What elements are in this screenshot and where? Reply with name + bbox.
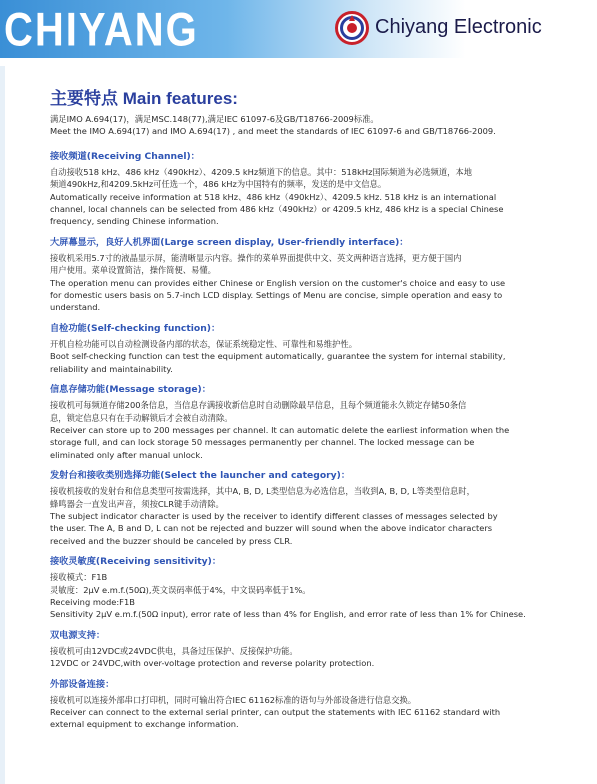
section-line: frequency, sending Chinese information. <box>50 216 219 227</box>
section-external-devices <box>50 679 570 731</box>
company-logo <box>335 10 575 46</box>
section-line: Receiver can store up to 200 messages per channel. It can automatic delete the earliest information when the <box>50 424 510 435</box>
section-line: 息，锁定信息只有在手动解锁后才会被自动清除。 <box>50 412 233 423</box>
section-large-screen <box>50 237 570 314</box>
section-launcher-category <box>50 470 570 547</box>
section-heading: 双电源支持： <box>50 629 106 641</box>
section-line: 接收机采用5.7寸的液晶显示屏，能清晰显示内容。操作的菜单界面提供中文、英文两种语言选择，更方便于国内 <box>50 252 462 263</box>
section-line: 蜂鸣器会一直发出声音，须按CLR键手动清除。 <box>50 498 224 509</box>
section-line: Sensitivity 2μV e.m.f.(50Ω input), error rate of less than 4% for English, and error rate of less than 1% for Chinese. <box>50 609 526 620</box>
intro-block <box>50 113 570 138</box>
section-line: 接收机接收的发射台和信息类型可按需选择，其中A, B, D, L类型信息为必选信息，当收到A, B, D, L等类型信息时， <box>50 486 475 497</box>
section-heading: 大屏幕显示，良好人机界面(Large screen display, User-friendly interface)： <box>50 236 409 248</box>
intro-line: Meet the IMO A.694(17) and IMO A.694(17) , and meet the standards of IEC 61097-6 and GB/T18766-2009. <box>50 126 496 137</box>
header-banner <box>0 0 597 58</box>
intro-line: 满足IMO A.694(17)，满足MSC.148(77),满足IEC 61097-6及GB/T18766-2009标准。 <box>50 114 379 124</box>
section-line: 自动接收518 kHz、486 kHz（490kHz）、4209.5 kHz频道下的信息。其中：518kHz国际频道为必选频道，本地 <box>50 166 473 177</box>
section-line: The subject indicator character is used by the receiver to identify different classes of messages selected by <box>50 510 498 521</box>
section-heading: 接收灵敏度(Receiving sensitivity)： <box>50 556 222 568</box>
section-line: 接收机可由12VDC或24VDC供电，具备过压保护、反接保护功能。 <box>50 645 298 656</box>
section-line: 接收机可每频道存储200条信息，当信息存满接收新信息时自动删除最早信息，且每个频道能永久锁定存储50条信 <box>50 400 467 411</box>
section-line: external equipment to exchange information. <box>50 719 239 730</box>
section-line: 开机自检功能可以自动检测设备内部的状态，保证系统稳定性、可靠性和易维护性。 <box>50 338 357 349</box>
section-line: Receiver can connect to the external serial printer, can output the statements with IEC 61162 standard with <box>50 707 501 717</box>
section-line: understand. <box>50 302 101 313</box>
company-logo-icon <box>335 11 369 45</box>
section-heading: 外部设备连接： <box>50 678 115 690</box>
section-heading: 接收频道(Receiving Channel)： <box>50 150 200 162</box>
section-self-checking <box>50 323 570 375</box>
section-line: 接收机可以连接外部串口打印机，同时可输出符合IEC 61162标准的语句与外部设备进行信息交换。 <box>50 694 417 705</box>
section-line: 12VDC or 24VDC,with over-voltage protection and reverse polarity protection. <box>50 658 375 669</box>
section-heading: 自检功能(Self-checking function)： <box>50 322 221 334</box>
section-receiving-channel <box>50 151 570 228</box>
section-line: for domestic users basis on 5.7-inch LCD display. Settings of Menu are concise, simple operation and easy to <box>50 290 503 301</box>
section-line: 频道490kHz,和4209.5kHz可任选一个，486 kHz为中国特有的频率，发送的是中文信息。 <box>50 179 387 190</box>
section-line: eliminated only after manual unlock. <box>50 449 203 460</box>
company-name: Chiyang Electronic <box>375 16 542 38</box>
section-receiving-sensitivity <box>50 556 570 621</box>
section-line: 灵敏度：2μV e.m.f.(50Ω),英文误码率低于4%，中文误码率低于1%。 <box>50 584 311 595</box>
section-dual-power <box>50 630 570 670</box>
section-line: Receiving mode:F1B <box>50 596 135 607</box>
brand-wordmark: CHIYANG <box>4 4 199 56</box>
section-line: 用户使用。菜单设置简洁，操作简便、易懂。 <box>50 265 216 276</box>
left-rule <box>0 66 5 784</box>
section-line: Automatically receive information at 518 kHz、486 kHz（490kHz）、4209.5 kHz. 518 kHz is an international <box>50 191 497 202</box>
feature-content <box>50 84 570 740</box>
section-message-storage <box>50 384 570 461</box>
section-line: The operation menu can provides either Chinese or English version on the customer's choice and easy to use <box>50 277 506 288</box>
section-line: 接收模式：F1B <box>50 572 108 583</box>
section-heading: 信息存储功能(Message storage)： <box>50 384 211 396</box>
section-line: channel, local channels can be selected from 486 kHz（490kHz）or 4209.5 kHz, 486 kHz is a special Chinese <box>50 204 504 215</box>
section-line: received and the buzzer should be canceled by press CLR. <box>50 535 293 546</box>
section-line: reliability and maintainability. <box>50 363 173 374</box>
section-line: Boot self-checking function can test the equipment automatically, guarantee the system for internal stability, <box>50 351 506 362</box>
section-line: the user. The A, B and D, L can not be rejected and buzzer will sound when the above indicator characters <box>50 523 493 534</box>
page-title: 主要特点 Main features: <box>50 89 238 108</box>
section-line: storage full, and can lock storage 50 messages permanently per channel. The locked message can be <box>50 437 475 448</box>
section-heading: 发射台和接收类别选择功能(Select the launcher and category)： <box>50 470 351 482</box>
